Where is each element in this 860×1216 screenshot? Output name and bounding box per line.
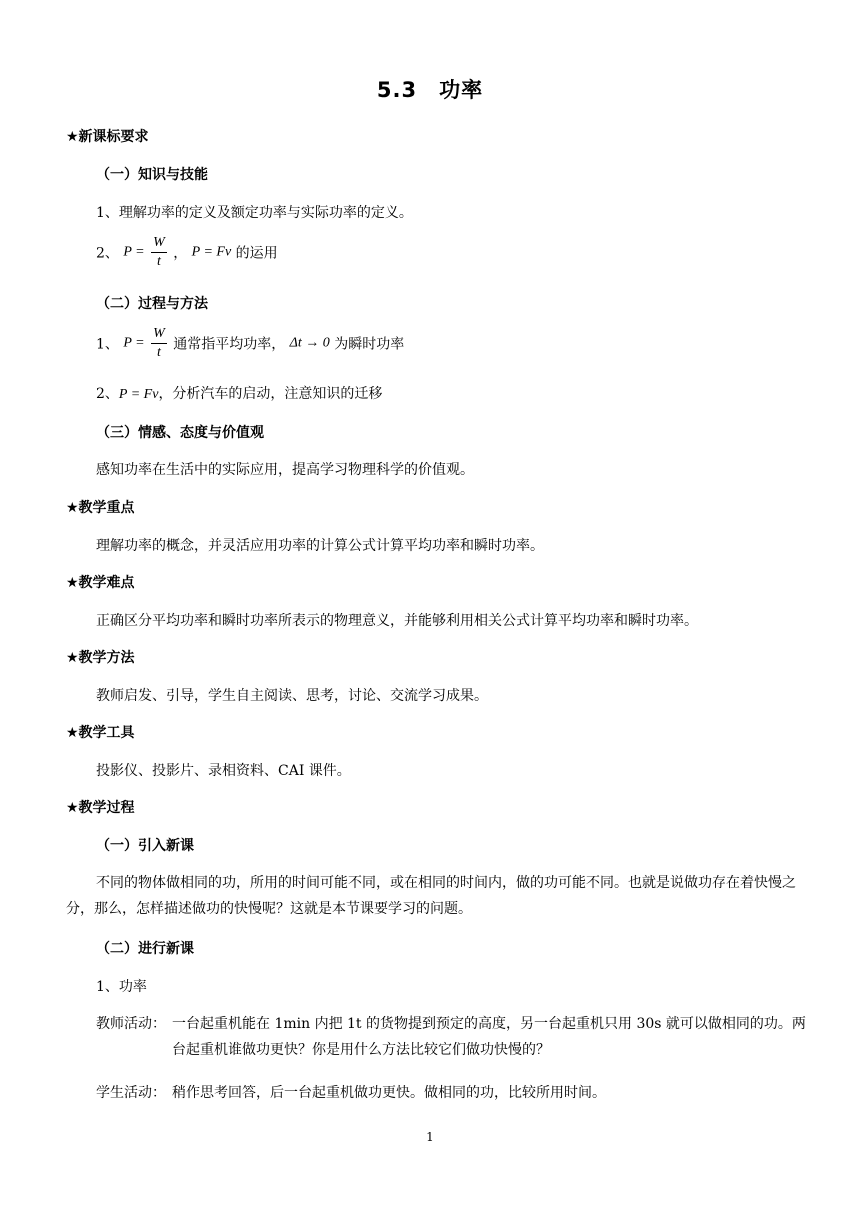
tools-text: 投影仪、投影片、录相资料、CAI 课件。 (96, 763, 351, 779)
power-heading: 1、功率 (96, 979, 147, 995)
fraction-w-over-t (151, 234, 167, 271)
process-item-2 (96, 385, 382, 404)
fraction-denominator: t (156, 254, 161, 269)
subsection-new-lesson: （二）进行新课 (96, 941, 194, 957)
formula-p-eq: P = (123, 244, 145, 260)
knowledge-item-1: 1、理解功率的定义及额定功率与实际功率的定义。 (96, 205, 413, 221)
formula-dt: Δt → 0 (289, 335, 330, 351)
subsection-emotion: （三）情感、态度与价值观 (96, 425, 264, 441)
item-number: 1、 (96, 336, 119, 353)
knowledge-item-2 (96, 234, 278, 274)
section-difficulties: ★教学难点 (66, 575, 135, 591)
item-number: 2、 (96, 386, 119, 402)
student-text: 稍作思考回答，后一台起重机做功更快。做相同的功，比较所用时间。 (172, 1085, 606, 1101)
formula-p-eq: P = (123, 335, 145, 351)
page-number: 1 (426, 1130, 434, 1144)
separator: ， (173, 245, 188, 262)
section-tools: ★教学工具 (66, 725, 135, 741)
item-text: 通常指平均功率， (173, 336, 286, 353)
fraction-w-over-t (151, 325, 167, 362)
fraction-numerator: W (151, 325, 167, 344)
formula-p-fv: P = Fv (191, 244, 232, 260)
item-text-suffix: 为瞬时功率 (334, 336, 405, 353)
section-key-points: ★教学重点 (66, 500, 135, 516)
student-label: 学生活动： (96, 1085, 166, 1101)
key-points-text: 理解功率的概念，并灵活应用功率的计算公式计算平均功率和瞬时功率。 (96, 538, 544, 554)
section-procedure: ★教学过程 (66, 800, 135, 816)
emotion-text: 感知功率在生活中的实际应用，提高学习物理科学的价值观。 (96, 462, 474, 478)
fraction-numerator: W (151, 234, 167, 253)
formula-p-fv: P = Fv (118, 387, 159, 402)
methods-text: 教师启发、引导，学生自主阅读、思考，讨论、交流学习成果。 (96, 688, 488, 704)
item-text: 的运用 (235, 245, 278, 262)
teacher-activity (96, 1011, 806, 1063)
teacher-text: 一台起重机能在 1min 内把 1t 的货物提到预定的高度，另一台起重机只用 30s 就可以做相同的功。两台起重机谁做功更快？你是用什么方法比较它们做功快慢的？ (172, 1016, 806, 1058)
section-methods: ★教学方法 (66, 650, 135, 666)
subsection-process: （二）过程与方法 (96, 296, 208, 312)
intro-paragraph: 不同的物体做相同的功，所用的时间可能不同，或在相同的时间内，做的功可能不同。也就是说做功存在着快慢之分，那么，怎样描述做功的快慢呢？这就是本节课要学习的问题。 (66, 875, 796, 917)
difficulties-text: 正确区分平均功率和瞬时功率所表示的物理意义，并能够利用相关公式计算平均功率和瞬时功率。 (96, 613, 698, 629)
item-text: ，分析汽车的启动，注意知识的迁移 (158, 386, 383, 402)
teacher-label: 教师活动： (96, 1016, 166, 1032)
subsection-knowledge: （一）知识与技能 (96, 167, 208, 183)
subsection-intro: （一）引入新课 (96, 838, 194, 854)
student-activity (96, 1080, 806, 1106)
section-requirements: ★新课标要求 (66, 129, 149, 145)
page-title: 5.3 功率 (376, 78, 484, 102)
fraction-denominator: t (156, 345, 161, 360)
item-number: 2、 (96, 245, 119, 262)
process-item-1 (96, 325, 404, 365)
